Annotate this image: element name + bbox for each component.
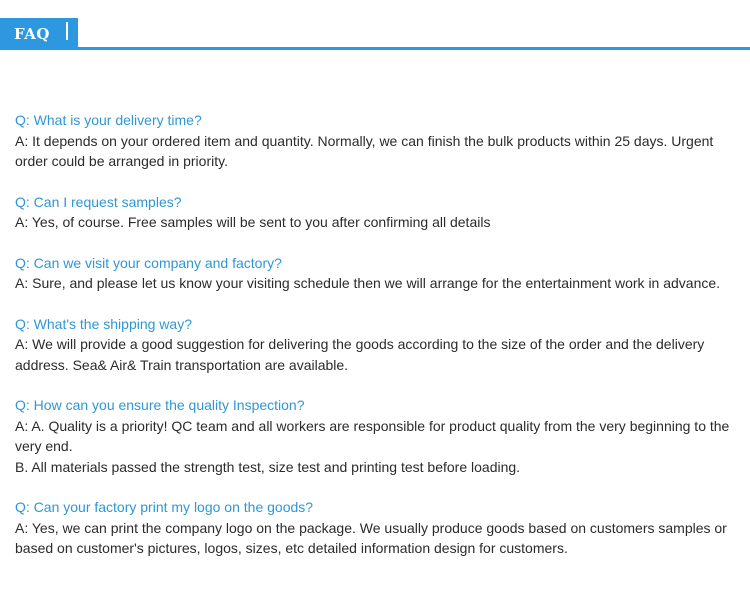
faq-item — [15, 314, 737, 376]
faq-answer: A: Sure, and please let us know your visiting schedule then we will arrange for the entertainment work in advance. — [15, 275, 721, 291]
faq-item — [15, 110, 737, 172]
faq-question: Q: Can I request samples? — [15, 193, 182, 210]
faq-answer-continued: B. All materials passed the strength test, size test and printing test before loading. — [15, 458, 521, 475]
faq-answer: A: We will provide a good suggestion for delivering the goods according to the size of the order and the delivery address. Sea& Air& Train transportation are available. — [15, 336, 705, 373]
faq-answer: A: Yes, we can print the company logo on the package. We usually produce goods based on customers samples or based on customer's pictures, logos, sizes, etc detailed information design for customers. — [15, 519, 727, 556]
faq-question: Q: How can you ensure the quality Inspection? — [15, 397, 305, 413]
faq-question: Q: Can your factory print my logo on the goods? — [15, 499, 314, 515]
faq-question: Q: What is your delivery time? — [15, 112, 202, 128]
faq-item — [15, 497, 737, 559]
faq-item — [15, 253, 737, 294]
faq-answer: A: Yes, of course. Free samples will be sent to you after confirming all details — [15, 214, 491, 230]
faq-tab — [0, 18, 78, 50]
faq-answer: A: It depends on your ordered item and quantity. Normally, we can finish the bulk products within 25 days. Urgent order could be arranged in priority. — [15, 132, 714, 169]
faq-list — [15, 110, 737, 579]
faq-answer: A: A. Quality is a priority! QC team and all workers are responsible for product quality from the very beginning to the very end. — [15, 417, 730, 454]
title-accent-bar — [66, 22, 68, 40]
faq-question: Q: What's the shipping way? — [15, 315, 192, 332]
faq-title: FAQ — [14, 25, 50, 43]
faq-item — [15, 192, 737, 233]
faq-header — [0, 18, 750, 50]
faq-item — [15, 395, 737, 477]
faq-question: Q: Can we visit your company and factory? — [15, 254, 282, 271]
header-divider — [78, 47, 750, 50]
